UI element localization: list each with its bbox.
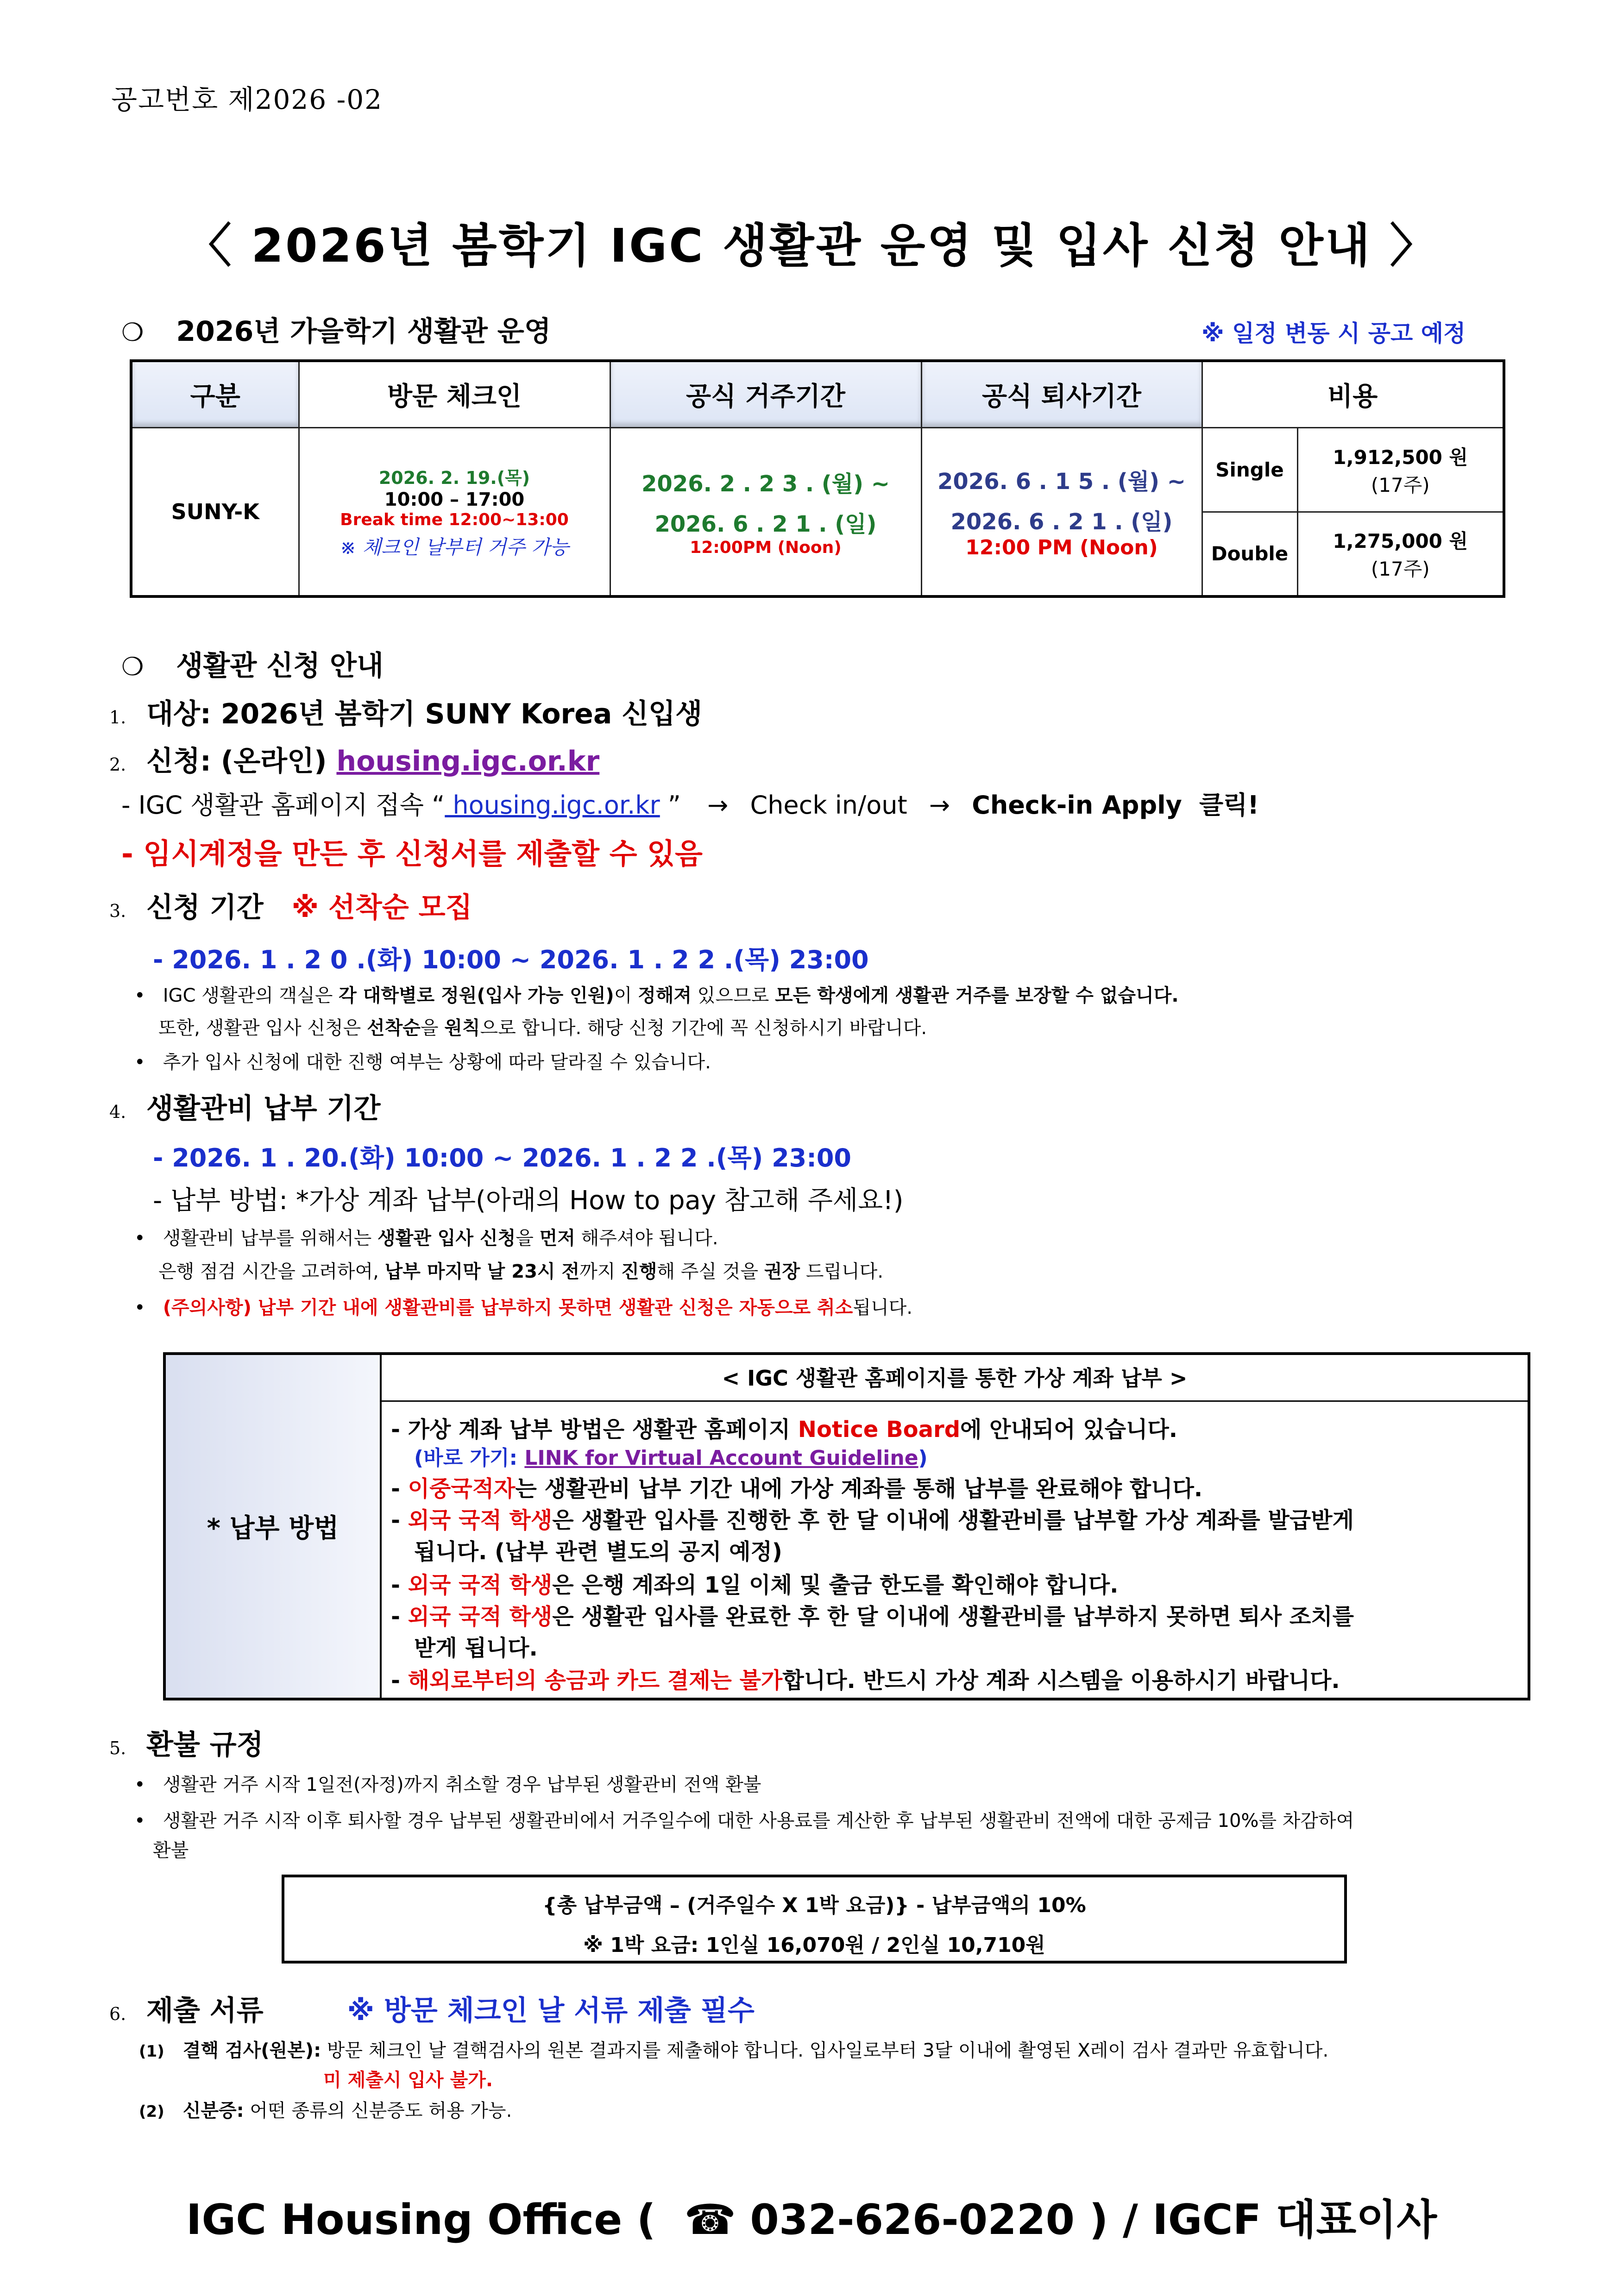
circle-bullet-icon: ❍	[121, 652, 144, 681]
section-1-heading	[121, 309, 551, 349]
item-3	[109, 885, 472, 925]
checkin-note: ※ 체크인 날부터 거주 가능	[340, 535, 569, 558]
pay-line-7: - 해외로부터의 송금과 카드 결제는 불가합니다. 반드시 가상 계좌 시스템을 이용하시기 바랍니다.	[391, 1668, 1340, 1694]
item-1	[109, 692, 702, 732]
residence-cell	[610, 428, 921, 596]
circle-bullet-icon: ❍	[121, 318, 144, 347]
checkin-break: Break time 12:00~13:00	[340, 510, 569, 529]
document-1-warning: 미 제출시 입사 불가.	[323, 2070, 493, 2091]
item-4-bullet-2: • (주의사항) 납부 기간 내에 생활관비를 납부하지 못하면 생활관 신청은 자동으로 취소됩니다.	[134, 1297, 912, 1318]
moveout-end: 2026. 6 . 2 1 . (일)	[950, 509, 1173, 535]
notice-number: 공고번호 제2026 -02	[111, 84, 383, 115]
header-category: 구분	[131, 361, 299, 428]
item-2-number: 2.	[109, 754, 126, 775]
item-4-label: 생활관비 납부 기간	[146, 1092, 381, 1125]
item-2	[109, 739, 599, 779]
header-residence: 공식 거주기간	[610, 361, 921, 428]
row-label-suny-k: SUNY-K	[131, 428, 299, 596]
phone-icon: ☎	[684, 2196, 736, 2244]
checkin-date: 2026. 2. 19.(목)	[378, 467, 530, 488]
item-1-number: 1.	[109, 707, 126, 728]
apply-steps	[121, 785, 1259, 821]
pay-line-6: - 외국 국적 학생은 생활관 입사를 완료한 후 한 달 이내에 생활관비를 납부하지 못하면 퇴사 조치를	[391, 1604, 1354, 1630]
item-4-number: 4.	[109, 1102, 126, 1122]
schedule-change-note: ※ 일정 변동 시 공고 예정	[1202, 320, 1466, 347]
cost-double-cell	[1297, 512, 1504, 596]
header-cost: 비용	[1202, 361, 1504, 428]
arrow-right-icon: →	[707, 790, 729, 820]
checkin-cell	[299, 428, 610, 596]
moveout-start: 2026. 6 . 1 5 . (월) ~	[937, 469, 1186, 495]
schedule-table	[130, 359, 1505, 598]
step-check-in-out: Check in/out	[750, 790, 907, 820]
pay-line-5: - 외국 국적 학생은 은행 계좌의 1일 이체 및 출금 한도를 확인해야 합니다.	[391, 1572, 1119, 1598]
steps-suffix: ”	[660, 790, 681, 820]
checkin-time: 10:00 – 17:00	[384, 489, 525, 510]
footer-phone: 032-626-0220	[750, 2196, 1075, 2244]
item-3-bullet-1: • IGC 생활관의 객실은 각 대학별로 정원(입사 가능 인원)이 정해져 있으므로 모든 학생에게 생활관 거주를 보장할 수 없습니다.	[134, 985, 1179, 1006]
arrow-right-icon: →	[929, 790, 950, 820]
item-4-bullet-1-line-2: 은행 점검 시간을 고려하여, 납부 마지막 날 23시 전까지 진행해 주실 것을 권장 드립니다.	[158, 1261, 884, 1282]
item-2-label: 신청: (온라인)	[146, 745, 327, 778]
pay-line-1: - 가상 계좌 납부 방법은 생활관 홈페이지 Notice Board에 안내되어 있습니다.	[391, 1417, 1178, 1443]
section-1-title: 2026년 가을학기 생활관 운영	[176, 315, 551, 348]
payment-method-box	[163, 1352, 1530, 1700]
residence-time: 12:00PM (Noon)	[690, 538, 842, 558]
pay-line-6-cont: 받게 됩니다.	[414, 1635, 538, 1661]
footer-contact	[0, 2186, 1623, 2246]
item-1-label: 대상: 2026년 봄학기 SUNY Korea 신입생	[146, 698, 703, 730]
schedule-row-single	[131, 428, 1504, 512]
item-4-bullet-1: • 생활관비 납부를 위해서는 생활관 입사 신청을 먼저 해주셔야 됩니다.	[134, 1228, 718, 1249]
header-moveout: 공식 퇴사기간	[921, 361, 1202, 428]
item-5-number: 5.	[109, 1738, 126, 1758]
cost-single-amount: 1,912,500 원	[1333, 445, 1468, 469]
temp-account-warning: - 임시계정을 만든 후 신청서를 제출할 수 있음	[121, 837, 703, 871]
cost-single-weeks: (17주)	[1371, 473, 1430, 496]
header-checkin: 방문 체크인	[299, 361, 610, 428]
cost-single-cell	[1297, 428, 1504, 512]
pay-line-2: (바로 가기: LINK for Virtual Account Guideline)	[414, 1446, 928, 1470]
virtual-account-guideline-link[interactable]: LINK for Virtual Account Guideline	[524, 1446, 918, 1470]
item-3-label: 신청 기간	[146, 891, 264, 924]
cost-double-weeks: (17주)	[1371, 557, 1430, 580]
item-3-number: 3.	[109, 901, 126, 921]
footer-suffix: ) / IGCF 대표이사	[1089, 2196, 1437, 2244]
page-title: 〈 2026년 봄학기 IGC 생활관 운영 및 입사 신청 안내 〉	[185, 219, 1438, 273]
residence-start: 2026. 2 . 2 3 . (월) ~	[642, 471, 890, 497]
payment-period: - 2026. 1 . 20.(화) 10:00 ~ 2026. 1 . 2 2 .(목) 23:00	[153, 1143, 851, 1173]
pay-line-4-cont: 됩니다. (납부 관련 별도의 공지 예정)	[414, 1539, 782, 1565]
cost-type-double: Double	[1202, 512, 1297, 596]
pay-line-4: - 외국 국적 학생은 생활관 입사를 진행한 후 한 달 이내에 생활관비를 납부할 가상 계좌를 발급받게	[391, 1507, 1354, 1533]
item-4	[109, 1086, 380, 1126]
first-come-tag: ※ 선착순 모집	[291, 891, 472, 924]
refund-bullet-1: • 생활관 거주 시작 1일전(자정)까지 취소할 경우 납부된 생활관비 전액 환불	[134, 1774, 761, 1795]
housing-link-inline[interactable]: housing.igc.or.kr	[445, 790, 660, 820]
item-3-bullet-2: • 추가 입사 신청에 대한 진행 여부는 상황에 따라 달라질 수 있습니다.	[134, 1052, 711, 1073]
nightly-rate: ※ 1박 요금: 1인실 16,070원 / 2인실 10,710원	[583, 1933, 1045, 1957]
payment-method: - 납부 방법: *가상 계좌 납부(아래의 How to pay 참고해 주세요!)	[153, 1186, 904, 1216]
step-click: 클릭!	[1199, 790, 1259, 820]
apply-period: - 2026. 1 . 2 0 .(화) 10:00 ~ 2026. 1 . 2 2 .(목) 23:00	[153, 945, 869, 974]
refund-formula: {총 납부금액 – (거주일수 X 1박 요금)} - 납부금액의 10%	[542, 1894, 1086, 1917]
item-6-number: 6.	[109, 2004, 126, 2024]
item-6-label: 제출 서류	[146, 1995, 264, 2027]
section-2-heading	[121, 644, 384, 684]
refund-bullet-2: • 생활관 거주 시작 이후 퇴사할 경우 납부된 생활관비에서 거주일수에 대한 사용료를 계산한 후 납부된 생활관비 전액에 대한 공제금 10%를 차감하여	[134, 1810, 1354, 1832]
cost-type-single: Single	[1202, 428, 1297, 512]
footer-prefix: IGC Housing Office (	[186, 2196, 656, 2244]
steps-prefix: - IGC 생활관 홈페이지 접속 “	[121, 790, 445, 820]
pay-line-3: - 이중국적자는 생활관비 납부 기간 내에 가상 계좌를 통해 납부를 완료해야 합니다.	[391, 1476, 1203, 1502]
document-1: (1) 결핵 검사(원본): 방문 체크인 날 결핵검사의 원본 결과지를 제출해야 합니다. 입사일로부터 3달 이내에 촬영된 X레이 검사 결과만 유효합니다.	[139, 2040, 1329, 2061]
residence-end: 2026. 6 . 2 1 . (일)	[654, 511, 877, 538]
item-5	[109, 1723, 264, 1763]
housing-link[interactable]: housing.igc.or.kr	[336, 745, 600, 778]
document-2: (2) 신분증: 어떤 종류의 신분증도 허용 가능.	[139, 2100, 512, 2121]
item-3-bullet-1-line-2: 또한, 생활관 입사 신청은 선착순을 원칙으로 합니다. 해당 신청 기간에 꼭 신청하시기 바랍니다.	[158, 1017, 927, 1039]
item-6	[109, 1989, 755, 2028]
item-5-label: 환불 규정	[146, 1729, 264, 1761]
moveout-cell	[921, 428, 1202, 596]
refund-formula-box	[282, 1875, 1347, 1964]
moveout-time: 12:00 PM (Noon)	[965, 536, 1158, 560]
documents-required-tag: ※ 방문 체크인 날 서류 제출 필수	[347, 1995, 755, 2027]
payment-box-header: < IGC 생활관 홈페이지를 통한 가상 계좌 납부 >	[722, 1366, 1188, 1391]
refund-bullet-2-cont: 환불	[153, 1840, 189, 1861]
cost-double-amount: 1,275,000 원	[1333, 529, 1468, 552]
payment-method-label: * 납부 방법	[166, 1355, 382, 1698]
step-check-in-apply: Check-in Apply	[972, 790, 1182, 820]
section-2-title: 생활관 신청 안내	[176, 650, 384, 682]
schedule-header-row	[131, 361, 1504, 428]
payment-method-details	[382, 1355, 1528, 1698]
